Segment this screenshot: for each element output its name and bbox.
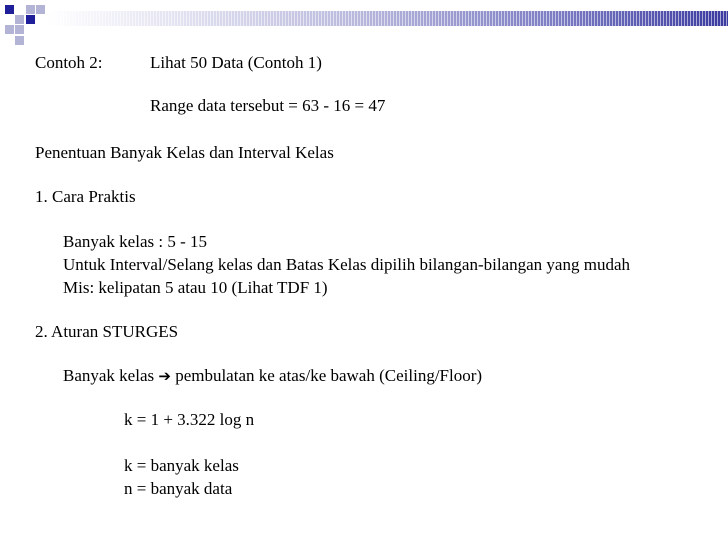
definition-n: n = banyak data: [124, 479, 233, 498]
right-arrow-icon: ➔: [158, 367, 171, 385]
method2-title: 2. Aturan STURGES: [35, 322, 179, 341]
corner-square-7: [15, 25, 24, 34]
method1-title: 1. Cara Praktis: [35, 187, 136, 206]
example-label: Contoh 2:: [35, 53, 103, 72]
title-decoration-bar: [48, 11, 728, 26]
corner-square-5: [26, 15, 35, 24]
corner-square-8: [15, 36, 24, 45]
method1-line3: Mis: kelipatan 5 atau 10 (Lihat TDF 1): [63, 278, 328, 297]
method2-rounding-line: [63, 365, 482, 387]
corner-square-2: [26, 5, 35, 14]
corner-square-4: [15, 15, 24, 24]
method2-line-prefix: Banyak kelas: [63, 366, 159, 385]
section-title: Penentuan Banyak Kelas dan Interval Kelas: [35, 143, 334, 162]
method1-line2: Untuk Interval/Selang kelas dan Batas Kelas dipilih bilangan-bilangan yang mudah: [63, 255, 630, 274]
corner-square-3: [36, 5, 45, 14]
sturges-formula: k = 1 + 3.322 log n: [124, 410, 255, 429]
corner-square-6: [5, 25, 14, 34]
corner-square-1: [5, 5, 14, 14]
method2-line-suffix: pembulatan ke atas/ke bawah (Ceiling/Floor): [170, 366, 483, 385]
example-range: Range data tersebut = 63 - 16 = 47: [150, 96, 386, 115]
example-see-data: Lihat 50 Data (Contoh 1): [150, 53, 322, 72]
definition-k: k = banyak kelas: [124, 456, 239, 475]
method1-line1: Banyak kelas : 5 - 15: [63, 232, 207, 251]
